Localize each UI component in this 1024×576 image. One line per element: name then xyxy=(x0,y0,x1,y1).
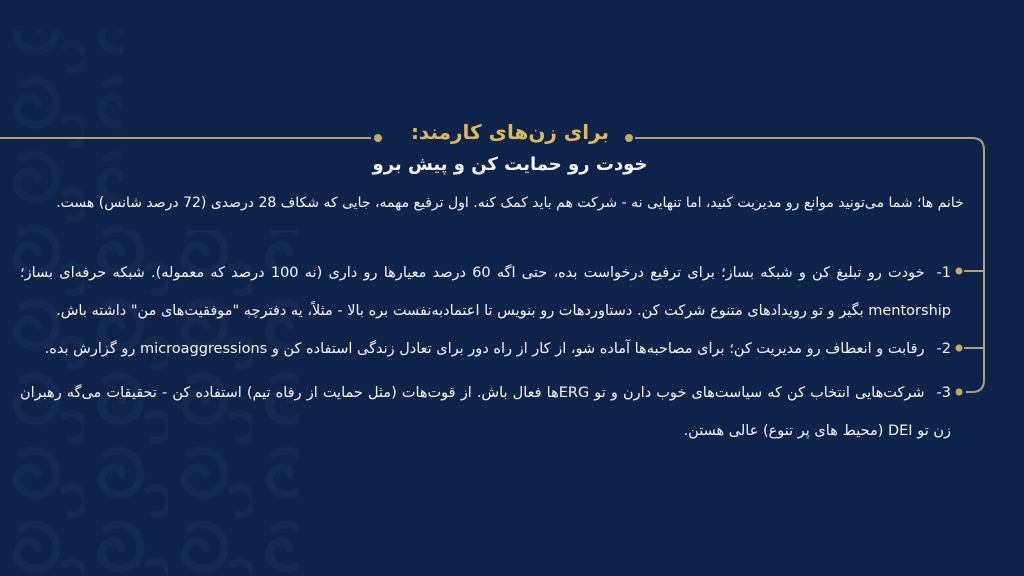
item-number: 1- xyxy=(936,265,951,281)
list-item-1 xyxy=(20,254,951,330)
slide-title: برای زن‌های کارمند: xyxy=(410,120,610,144)
list-item-2 xyxy=(20,330,951,368)
numbered-list xyxy=(20,254,1000,450)
item-text: شرکت‌هایی انتخاب کن که سیاست‌های خوب دارن و تو ERGها فعال باش. از قوت‌هات (مثل حمایت از رفاه تیم) استفاده کن - تحقیقات می‌گه رهبران زن تو DEI (محیط های پر تنوع) عالی هستن. xyxy=(20,385,951,439)
item-number: 2- xyxy=(936,341,951,357)
intro-paragraph: خانم ها؛ شما می‌تونید موانع رو مدیریت کنید، اما تنهایی نه - شرکت هم باید کمک کنه. اول ترفیع مهمه، جایی که شکاف 28 درصدی (72 درصد شانس) هست. xyxy=(56,195,964,211)
item-number: 3- xyxy=(936,385,951,401)
list-item-3 xyxy=(20,374,951,450)
item-text: خودت رو تبلیغ کن و شبکه بساز؛ برای ترفیع درخواست بده، حتی اگه 60 درصد معیارها رو داری (نه 100 درصد که معموله). شبکه حرفه‌ای بساز؛ mentorship بگیر و تو رویدادهای متنوع شرکت کن. دستاوردهات رو بنویس تا اعتمادبه‌نفست بره بالا - مثلاً، یه دفترچه "موفقیت‌های من" داشته باش. xyxy=(20,265,951,319)
slide-subtitle: خودت رو حمایت کن و پیش برو xyxy=(372,154,648,175)
item-text: رقابت و انعطاف رو مدیریت کن؛ برای مصاحبه‌ها آماده شو، از کار از راه دور برای تعادل زندگی استفاده کن و microaggressions رو گزارش بده. xyxy=(44,341,925,357)
